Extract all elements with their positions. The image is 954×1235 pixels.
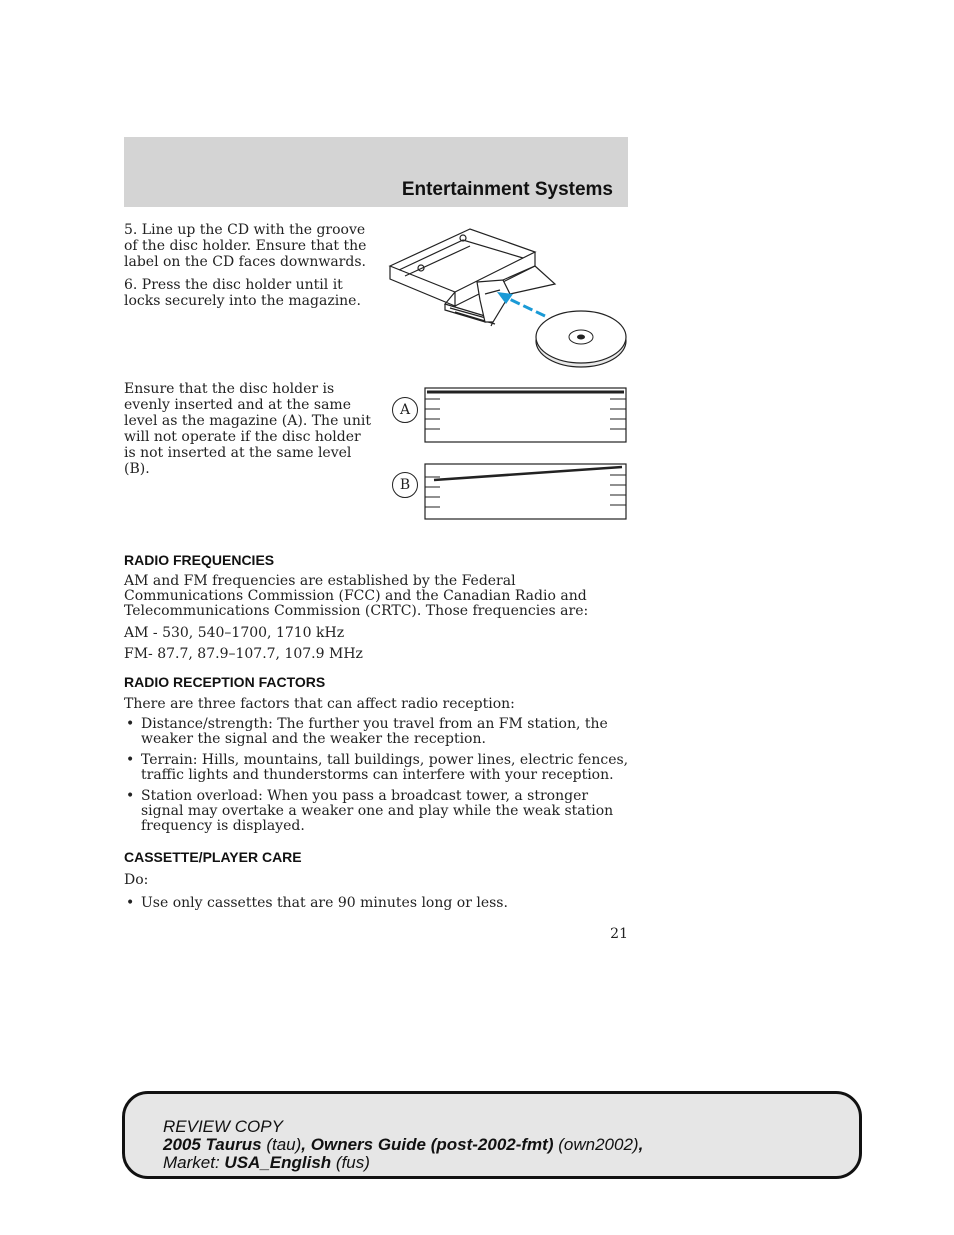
- list-item-text: Distance/strength: The further you travel from an FM station, the weaker the signal and the weaker the reception.: [141, 716, 608, 747]
- list-item: [124, 789, 629, 834]
- bullet-icon: •: [126, 895, 135, 911]
- footer-market: USA_English: [224, 1153, 332, 1172]
- radio-frequencies-intro: AM and FM frequencies are established by the Federal Communications Commission (FCC) and the Canadian Radio and Telecommunications Commission (CRTC). Those frequencies are:: [124, 573, 589, 619]
- figure-label-a: A: [392, 397, 418, 423]
- step-5-text: 5. Line up the CD with the groove of the disc holder. Ensure that the label on the CD faces downwards.: [124, 222, 367, 270]
- cd-holder-illustration: [385, 224, 630, 369]
- list-item: [124, 895, 629, 911]
- figure-b-level-diagram: [424, 463, 628, 521]
- fm-frequencies: FM- 87.7, 87.9–107.7, 107.9 MHz: [124, 646, 363, 662]
- list-item-text: Terrain: Hills, mountains, tall buildings, power lines, electric fences, traffic lights and thunderstorms can interfere with your reception.: [141, 752, 629, 783]
- cd-disc-icon: [536, 311, 626, 367]
- review-copy-label: REVIEW COPY: [163, 1117, 283, 1136]
- footer-guide: , Owners Guide (post-2002-fmt): [301, 1135, 554, 1154]
- cassette-do-label: Do:: [124, 872, 149, 888]
- page-number: 21: [610, 926, 628, 942]
- step-6-text: 6. Press the disc holder until it locks securely into the magazine.: [124, 277, 361, 309]
- review-copy-footer: [122, 1091, 862, 1179]
- footer-guide-code: (own2002): [558, 1135, 639, 1154]
- footer-text: [163, 1118, 643, 1172]
- alignment-note: Ensure that the disc holder is evenly inserted and at the same level as the magazine (A). The unit will not operate if the disc holder is not inserted at the same level (B).: [124, 381, 371, 477]
- list-item-text: Station overload: When you pass a broadcast tower, a stronger signal may overtake a weaker one and play while the weak station frequency is displayed.: [141, 788, 614, 834]
- list-item: [124, 753, 629, 783]
- cassette-care-heading: CASSETTE/PLAYER CARE: [124, 849, 302, 865]
- list-item-text: Use only cassettes that are 90 minutes long or less.: [141, 895, 508, 911]
- footer-model-code: (tau): [266, 1135, 302, 1154]
- bullet-icon: •: [126, 788, 135, 804]
- bullet-icon: •: [126, 752, 135, 768]
- section-header-band: [124, 137, 628, 207]
- am-frequencies: AM - 530, 540–1700, 1710 kHz: [124, 625, 345, 641]
- radio-frequencies-heading: RADIO FREQUENCIES: [124, 552, 275, 568]
- figure-a-level-diagram: [424, 387, 628, 444]
- list-item: [124, 717, 629, 747]
- reception-factors-heading: RADIO RECEPTION FACTORS: [124, 674, 326, 690]
- footer-model: 2005 Taurus: [163, 1135, 262, 1154]
- section-title: Entertainment Systems: [401, 179, 613, 200]
- footer-comma: ,: [638, 1135, 644, 1154]
- footer-market-code: (fus): [335, 1153, 370, 1172]
- bullet-icon: •: [126, 716, 135, 732]
- figure-label-b: B: [392, 472, 418, 498]
- reception-intro: There are three factors that can affect radio reception:: [124, 696, 515, 712]
- footer-market-label: Market:: [163, 1153, 220, 1172]
